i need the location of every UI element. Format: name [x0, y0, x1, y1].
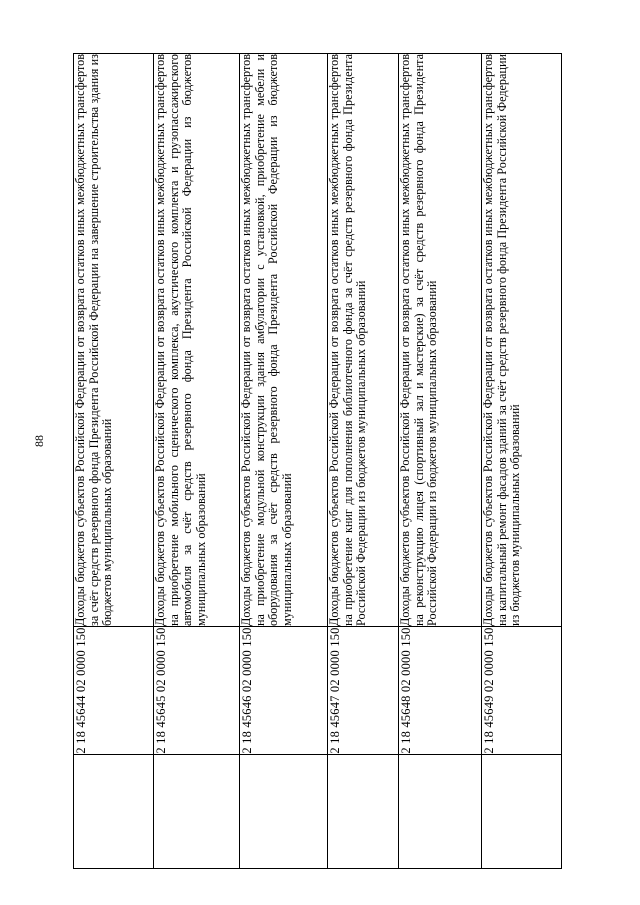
- budget-code-cell: 2 18 45647 02 0000 150: [328, 627, 399, 755]
- description-cell: Доходы бюджетов субъектов Российской Федерации от возврата остатков иных межбюджетных трансфертов на приобретение книг для пополнения библиотечного фонда за счёт средств резервного фонда Президента Российской Федерации из бюджетов муниципальных образований: [328, 54, 399, 627]
- budget-code-cell: 2 18 45649 02 0000 150: [482, 627, 562, 755]
- empty-cell: [154, 755, 240, 869]
- description-cell: Доходы бюджетов субъектов Российской Федерации от возврата остатков иных межбюджетных трансфертов на капитальный ремонт фасадов зданий за счёт средств резервного фонда Президента Российской Федерации из бюджетов муниципальных образований: [482, 54, 562, 627]
- description-cell: Доходы бюджетов субъектов Российской Федерации от возврата остатков иных межбюджетных трансфертов на приобретение мобильного сценического комплекса, акустического комплекта и грузопассажирского автомобиля за счёт средств резервного фонда Президента Российской Федерации из бюджетов муниципальных образований: [154, 54, 240, 627]
- description-cell: Доходы бюджетов субъектов Российской Федерации от возврата остатков иных межбюджетных трансфертов за счёт средств резервного фонда Президента Российской Федерации на завершение строительства здания из бюджетов муниципальных образований: [74, 54, 154, 627]
- empty-cell: [328, 755, 399, 869]
- description-cell: Доходы бюджетов субъектов Российской Федерации от возврата остатков иных межбюджетных трансфертов на приобретение модульной конструкции здания амбулатории с установкой, приобретение мебели и оборудования за счёт средств резервного фонда Президента Российской Федерации из бюджетов муниципальных образований: [240, 54, 328, 627]
- budget-code-cell: 2 18 45646 02 0000 150: [240, 627, 328, 755]
- budget-code-cell: 2 18 45644 02 0000 150: [74, 627, 154, 755]
- budget-codes-table: [73, 53, 562, 869]
- rotated-table-wrapper: [73, 54, 561, 869]
- empty-cell: [399, 755, 482, 869]
- table-row: [328, 54, 399, 869]
- table-row: [74, 54, 154, 869]
- table-row: [154, 54, 240, 869]
- empty-cell: [74, 755, 154, 869]
- table-row: [399, 54, 482, 869]
- table-row: [482, 54, 562, 869]
- budget-code-cell: 2 18 45648 02 0000 150: [399, 627, 482, 755]
- budget-code-cell: 2 18 45645 02 0000 150: [154, 627, 240, 755]
- page-number: 88: [32, 435, 46, 447]
- empty-cell: [240, 755, 328, 869]
- table-row: [240, 54, 328, 869]
- empty-cell: [482, 755, 562, 869]
- description-cell: Доходы бюджетов субъектов Российской Федерации от возврата остатков иных межбюджетных трансфертов на реконструкцию лицея (спортивный зал и мастерские) за счёт средств резервного фонда Президента Российской Федерации из бюджетов муниципальных образований: [399, 54, 482, 627]
